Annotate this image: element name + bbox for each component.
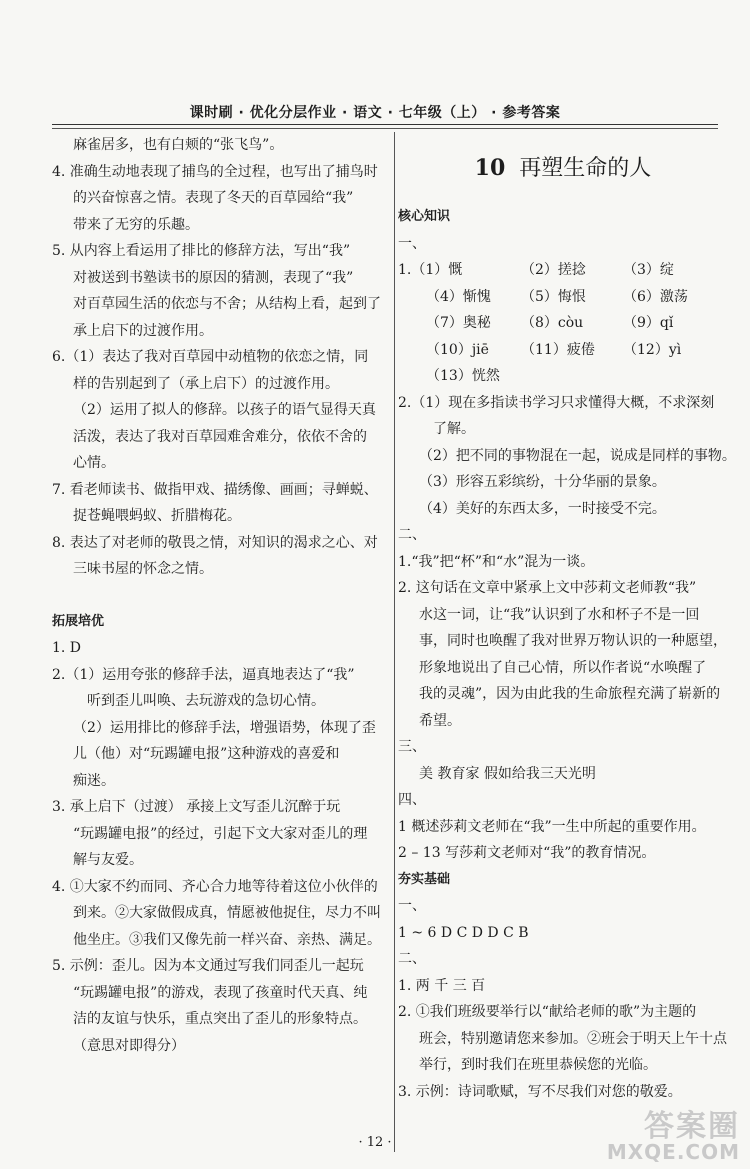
page-number: · 12 · bbox=[358, 1135, 392, 1150]
answer-line: 洁的友谊与快乐，重点突出了歪儿的形象特点。 bbox=[73, 1011, 367, 1027]
answer-line: 8. 表达了对老师的敬畏之情，对知识的渴求之心、对 bbox=[52, 534, 378, 551]
part-label: 三、 bbox=[398, 739, 426, 755]
answer-line: 2.（1）现在多指读书学习只求懂得大概，不求深刻 bbox=[398, 394, 715, 411]
answer-line: 2. 这句话在文章中紧承上文中莎莉文老师教“我” bbox=[398, 580, 697, 596]
answer-line: 6.（1）表达了我对百草园中动植物的依恋之情，同 bbox=[52, 349, 369, 365]
watermark-url: MXQE.COM bbox=[606, 1140, 740, 1164]
answer-line: 水这一词，让“我”认识到了水和杯子不是一回 bbox=[419, 606, 700, 623]
answer-line: “玩踢罐电报”的游戏，表现了孩童时代天真、纯 bbox=[73, 984, 368, 1001]
answer-line: 三味书屋的怀念之情。 bbox=[73, 561, 213, 577]
answer-line: （4）美好的东西太多，一时接受不完。 bbox=[419, 500, 666, 517]
answer-line: “玩踢罐电报”的经过，引起下文大家对歪儿的理 bbox=[73, 825, 368, 842]
answer-line: 举行，到时我们在班里恭候您的光临。 bbox=[419, 1057, 657, 1073]
answer-cell: （5）悔恨 bbox=[521, 288, 586, 305]
answer-line: 儿（他）对“玩踢罐电报”这种游戏的喜爱和 bbox=[73, 746, 340, 762]
answer-line: 班会，特别邀请您来参加。②班会于明天上午十点 bbox=[419, 1030, 727, 1047]
section-heading-tuozhan: 拓展培优 bbox=[52, 613, 105, 629]
answer-line: 4. 准确生动地表现了捕鸟的全过程，也写出了捕鸟时 bbox=[52, 163, 378, 180]
answer-cell: （10）jiē bbox=[426, 341, 489, 358]
answer-row bbox=[398, 257, 728, 284]
answer-line: 承上启下的过渡作用。 bbox=[73, 322, 213, 339]
answer-line: （2）运用了拟人的修辞。以孩子的语气显得天真 bbox=[73, 402, 376, 418]
part-label: 四、 bbox=[398, 792, 426, 808]
answer-line: 2 – 13 写莎莉文老师对“我”的教育情况。 bbox=[398, 845, 656, 861]
answer-cell: （7）奥秘 bbox=[426, 315, 491, 331]
answer-line: 1 ~ 6 D C D D C B bbox=[398, 924, 529, 941]
answer-line: 活泼，表达了我对百草园难舍难分，依依不舍的 bbox=[73, 428, 367, 445]
answer-line: 到来。②大家做假成真，情愿被他捉住，尽力不叫 bbox=[73, 905, 381, 921]
answer-line: 5. 从内容上看运用了排比的修辞方法，写出“我” bbox=[52, 243, 351, 259]
answer-line: （2）运用排比的修辞手法，增强语势，体现了歪 bbox=[73, 719, 376, 736]
answer-line: （3）形容五彩缤纷，十分华丽的景象。 bbox=[419, 474, 666, 490]
left-column bbox=[52, 132, 386, 1059]
answer-line: 1 概述莎莉文老师在“我”一生中所起的重要作用。 bbox=[398, 818, 706, 835]
answer-line: 2. ①我们班级要举行以“献给老师的歌”为主题的 bbox=[398, 1004, 697, 1020]
page-header: 课时刷 · 优化分层作业 · 语文 · 七年级（上） · 参考答案 bbox=[189, 105, 561, 121]
answer-line: 带来了无穷的乐趣。 bbox=[73, 216, 199, 233]
lesson-number: 10 bbox=[474, 155, 506, 181]
answer-line: （意思对即得分） bbox=[73, 1037, 185, 1054]
lesson-name: 再塑生命的人 bbox=[519, 156, 652, 181]
answer-line: 形象地说出了自己心情，所以作者说“水唤醒了 bbox=[419, 659, 707, 676]
answer-cell: （9）qǐ bbox=[623, 315, 674, 331]
answer-line: 4. ①大家不约而同、齐心合力地等待着这位小伙伴的 bbox=[52, 878, 378, 895]
answer-line: 5. 示例：歪儿。因为本文通过写我们同歪儿一起玩 bbox=[52, 958, 364, 974]
answer-cell: （11）疲倦 bbox=[521, 341, 595, 358]
answer-line: 他坐庄。③我们又像先前一样兴奋、亲热、满足。 bbox=[73, 931, 381, 948]
header-rule bbox=[52, 124, 718, 125]
answer-row bbox=[398, 310, 728, 337]
answer-line: 的兴奋惊喜之情。表现了冬天的百草园给“我” bbox=[73, 190, 354, 206]
answer-line: 2.（1）运用夸张的修辞手法，逼真地表达了“我” bbox=[52, 666, 355, 683]
watermark-logo bbox=[606, 1108, 740, 1164]
answer-line: 1.“我”把“杯”和“水”混为一谈。 bbox=[398, 553, 595, 570]
answer-cell: （3）绽 bbox=[623, 262, 674, 278]
answer-line: 我的灵魂”，因为由此我的生命旅程充满了崭新的 bbox=[419, 686, 721, 702]
answer-line: 美 教育家 假如给我三天光明 bbox=[419, 765, 596, 782]
answer-line: 希望。 bbox=[419, 712, 461, 729]
answer-line: 痴迷。 bbox=[73, 772, 115, 789]
answer-line: 麻雀居多，也有白颊的“张飞鸟”。 bbox=[73, 137, 284, 153]
answer-line: 3. 承上启下（过渡） 承接上文写歪儿沉醉于玩 bbox=[52, 799, 341, 815]
section-heading-hexin: 核心知识 bbox=[398, 209, 451, 224]
spacer bbox=[52, 583, 386, 609]
answer-row bbox=[398, 337, 728, 364]
answer-cell: （13）恍然 bbox=[426, 368, 500, 384]
answer-line: 解与友爱。 bbox=[73, 852, 143, 868]
answer-line: 1. 两 千 三 百 bbox=[398, 977, 486, 994]
answer-line: 心情。 bbox=[73, 455, 115, 471]
answer-cell: 1.（1）慨 bbox=[398, 262, 463, 278]
answer-line: 捉苍蝇喂蚂蚁、折腊梅花。 bbox=[73, 508, 241, 524]
answer-line: （2）把不同的事物混在一起，说成是同样的事物。 bbox=[419, 447, 736, 464]
answer-line: 样的告别起到了（承上启下）的过渡作用。 bbox=[73, 375, 339, 392]
lesson-title bbox=[398, 132, 728, 204]
answer-line: 3. 示例：诗词歌赋，写不尽我们对您的敬爱。 bbox=[398, 1083, 682, 1100]
answer-line: 事，同时也唤醒了我对世界万物认识的一种愿望， bbox=[419, 633, 727, 649]
watermark-text: 答案圈 bbox=[644, 1108, 740, 1144]
answer-line: 7. 看老师读书、做指甲戏、描绣像、画画；寻蝉蜕、 bbox=[52, 481, 378, 498]
part-label: 一、 bbox=[398, 235, 426, 252]
answer-line: 对百草园生活的依恋与不舍；从结构上看，起到了 bbox=[73, 296, 381, 312]
answer-line: 对被送到书塾读书的原因的猜测，表现了“我” bbox=[73, 269, 354, 286]
answer-cell: （12）yì bbox=[623, 341, 682, 358]
answer-cell: （2）搓捻 bbox=[521, 262, 586, 278]
answer-cell: （6）激荡 bbox=[623, 288, 688, 305]
column-divider bbox=[394, 132, 395, 1152]
answer-row bbox=[398, 363, 728, 390]
right-column bbox=[398, 132, 736, 1105]
answer-line: 听到歪儿叫唤、去玩游戏的急切心情。 bbox=[87, 693, 325, 709]
part-label: 二、 bbox=[398, 951, 426, 967]
answer-line: 1. D bbox=[52, 640, 82, 656]
part-label: 二、 bbox=[398, 527, 426, 543]
answer-row bbox=[398, 284, 728, 311]
answer-cell: （8）còu bbox=[521, 315, 584, 331]
part-label: 一、 bbox=[398, 898, 426, 914]
answer-line: 了解。 bbox=[433, 421, 475, 437]
header-rule-thin bbox=[52, 128, 718, 129]
section-heading-hangshi: 夯实基础 bbox=[398, 871, 451, 887]
answer-cell: （4）惭愧 bbox=[426, 288, 491, 305]
